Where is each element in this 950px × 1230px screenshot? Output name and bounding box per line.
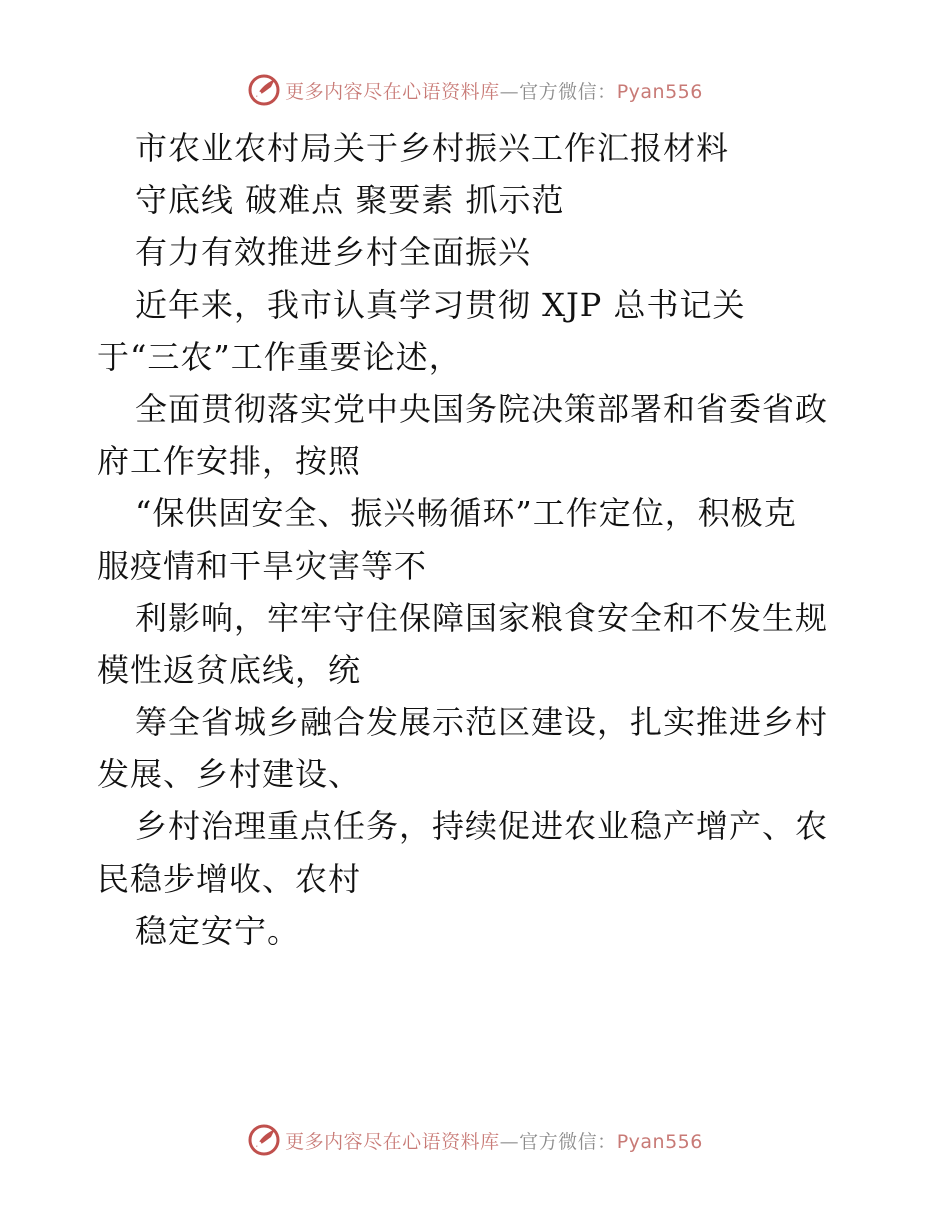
banner-wechat-id: Pyan556 xyxy=(616,1130,703,1153)
banner-text xyxy=(285,1127,703,1154)
banner-dash: — xyxy=(499,1130,520,1153)
paragraph-line: 全面贯彻落实党中央国务院决策部署和省委省政 xyxy=(135,389,829,428)
banner-dash: — xyxy=(499,80,520,103)
paragraph-line: 筹全省城乡融合发展示范区建设，扎实推进乡村 xyxy=(135,703,829,742)
paragraph-line: 乡村治理重点任务，持续促进农业稳产增产、农 xyxy=(135,807,829,846)
footer-watermark-banner xyxy=(0,1120,950,1160)
banner-wechat-id: Pyan556 xyxy=(616,80,703,103)
paragraph-line: 民稳步增收、农村 xyxy=(97,859,362,898)
header-watermark-banner xyxy=(0,70,950,110)
paragraph-line: 稳定安宁。 xyxy=(135,911,301,950)
paragraph-line: 府工作安排，按照 xyxy=(97,442,362,481)
document-title: 市农业农村局关于乡村振兴工作汇报材料 xyxy=(135,129,730,167)
paragraph-line: 近年来，我市认真学习贯彻 XJP 总书记关 xyxy=(135,285,746,324)
document-body xyxy=(97,122,867,957)
banner-promo: 更多内容尽在心语资料库 xyxy=(285,1130,500,1153)
paragraph-line: 利影响，牢牢守住保障国家粮食安全和不发生规 xyxy=(135,598,829,637)
paragraph-line: 发展、乡村建设、 xyxy=(97,755,362,794)
paragraph-line: “保供固安全、振兴畅循环”工作定位，积极克 xyxy=(135,494,797,533)
brush-seal-logo-icon xyxy=(247,73,281,107)
document-subtitle-2: 有力有效推进乡村全面振兴 xyxy=(135,233,532,272)
paragraph-line: 模性返贫底线，统 xyxy=(97,650,362,689)
banner-text xyxy=(285,77,703,104)
banner-promo: 更多内容尽在心语资料库 xyxy=(285,80,500,103)
banner-official-label: 官方微信： xyxy=(519,80,617,103)
brush-seal-logo-icon xyxy=(247,1123,281,1157)
document-subtitle: 守底线 破难点 聚要素 抓示范 xyxy=(135,181,565,220)
paragraph-line: 服疫情和干旱灾害等不 xyxy=(97,546,428,585)
banner-official-label: 官方微信： xyxy=(519,1130,617,1153)
paragraph-line: 于“三农”工作重要论述， xyxy=(97,337,462,376)
